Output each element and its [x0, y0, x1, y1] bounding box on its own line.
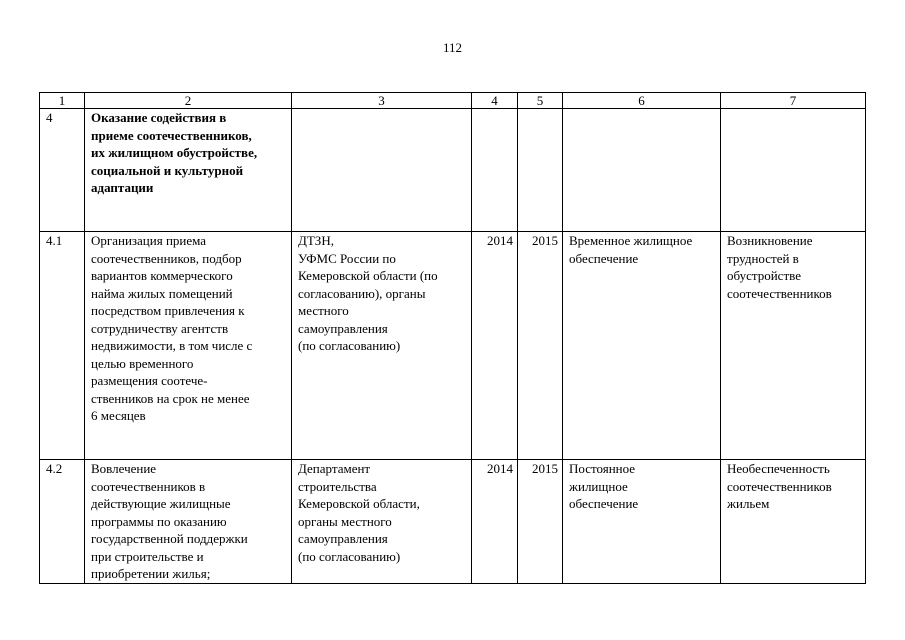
column-number-row [40, 93, 866, 109]
end-year: 2015 [518, 232, 563, 460]
empty-cell [563, 109, 721, 232]
column-number-2: 2 [85, 93, 292, 109]
measures-table [39, 92, 866, 584]
row-number: 4.1 [40, 232, 85, 460]
end-year: 2015 [518, 460, 563, 584]
start-year: 2014 [472, 232, 518, 460]
activity-text: Вовлечение соотечественников в действующие жилищные программы по оказанию государственной поддержки при строительстве и приобретении жилья; [85, 460, 292, 584]
column-number-7: 7 [721, 93, 866, 109]
section-row [40, 109, 866, 232]
column-number-3: 3 [292, 93, 472, 109]
column-number-5: 5 [518, 93, 563, 109]
section-number: 4 [40, 109, 85, 232]
column-number-4: 4 [472, 93, 518, 109]
result-text: Временное жилищное обеспечение [563, 232, 721, 460]
page-number: 112 [442, 40, 463, 55]
empty-cell [721, 109, 866, 232]
table-row [40, 232, 866, 460]
table-row [40, 460, 866, 584]
activity-text: Организация приема соотечественников, подбор вариантов коммерческого найма жилых помещений посредством привлечения к сотрудничеству агентств недвижимости, в том числе с целью временного размещения соотече- ственников на срок не менее 6 месяцев [85, 232, 292, 460]
start-year: 2014 [472, 460, 518, 584]
responsible-text: ДТЗН, УФМС России по Кемеровской области (по согласованию), органы местного самоуправления (по согласованию) [292, 232, 472, 460]
risk-text: Необеспеченность соотечественников жильем [721, 460, 866, 584]
section-title: Оказание содействия в приеме соотечественников, их жилищном обустройстве, социальной и культурной адаптации [85, 109, 292, 232]
empty-cell [518, 109, 563, 232]
row-number: 4.2 [40, 460, 85, 584]
column-number-1: 1 [40, 93, 85, 109]
empty-cell [292, 109, 472, 232]
responsible-text: Департамент строительства Кемеровской области, органы местного самоуправления (по согласованию) [292, 460, 472, 584]
result-text: Постоянное жилищное обеспечение [563, 460, 721, 584]
empty-cell [472, 109, 518, 232]
column-number-6: 6 [563, 93, 721, 109]
risk-text: Возникновение трудностей в обустройстве соотечественников [721, 232, 866, 460]
